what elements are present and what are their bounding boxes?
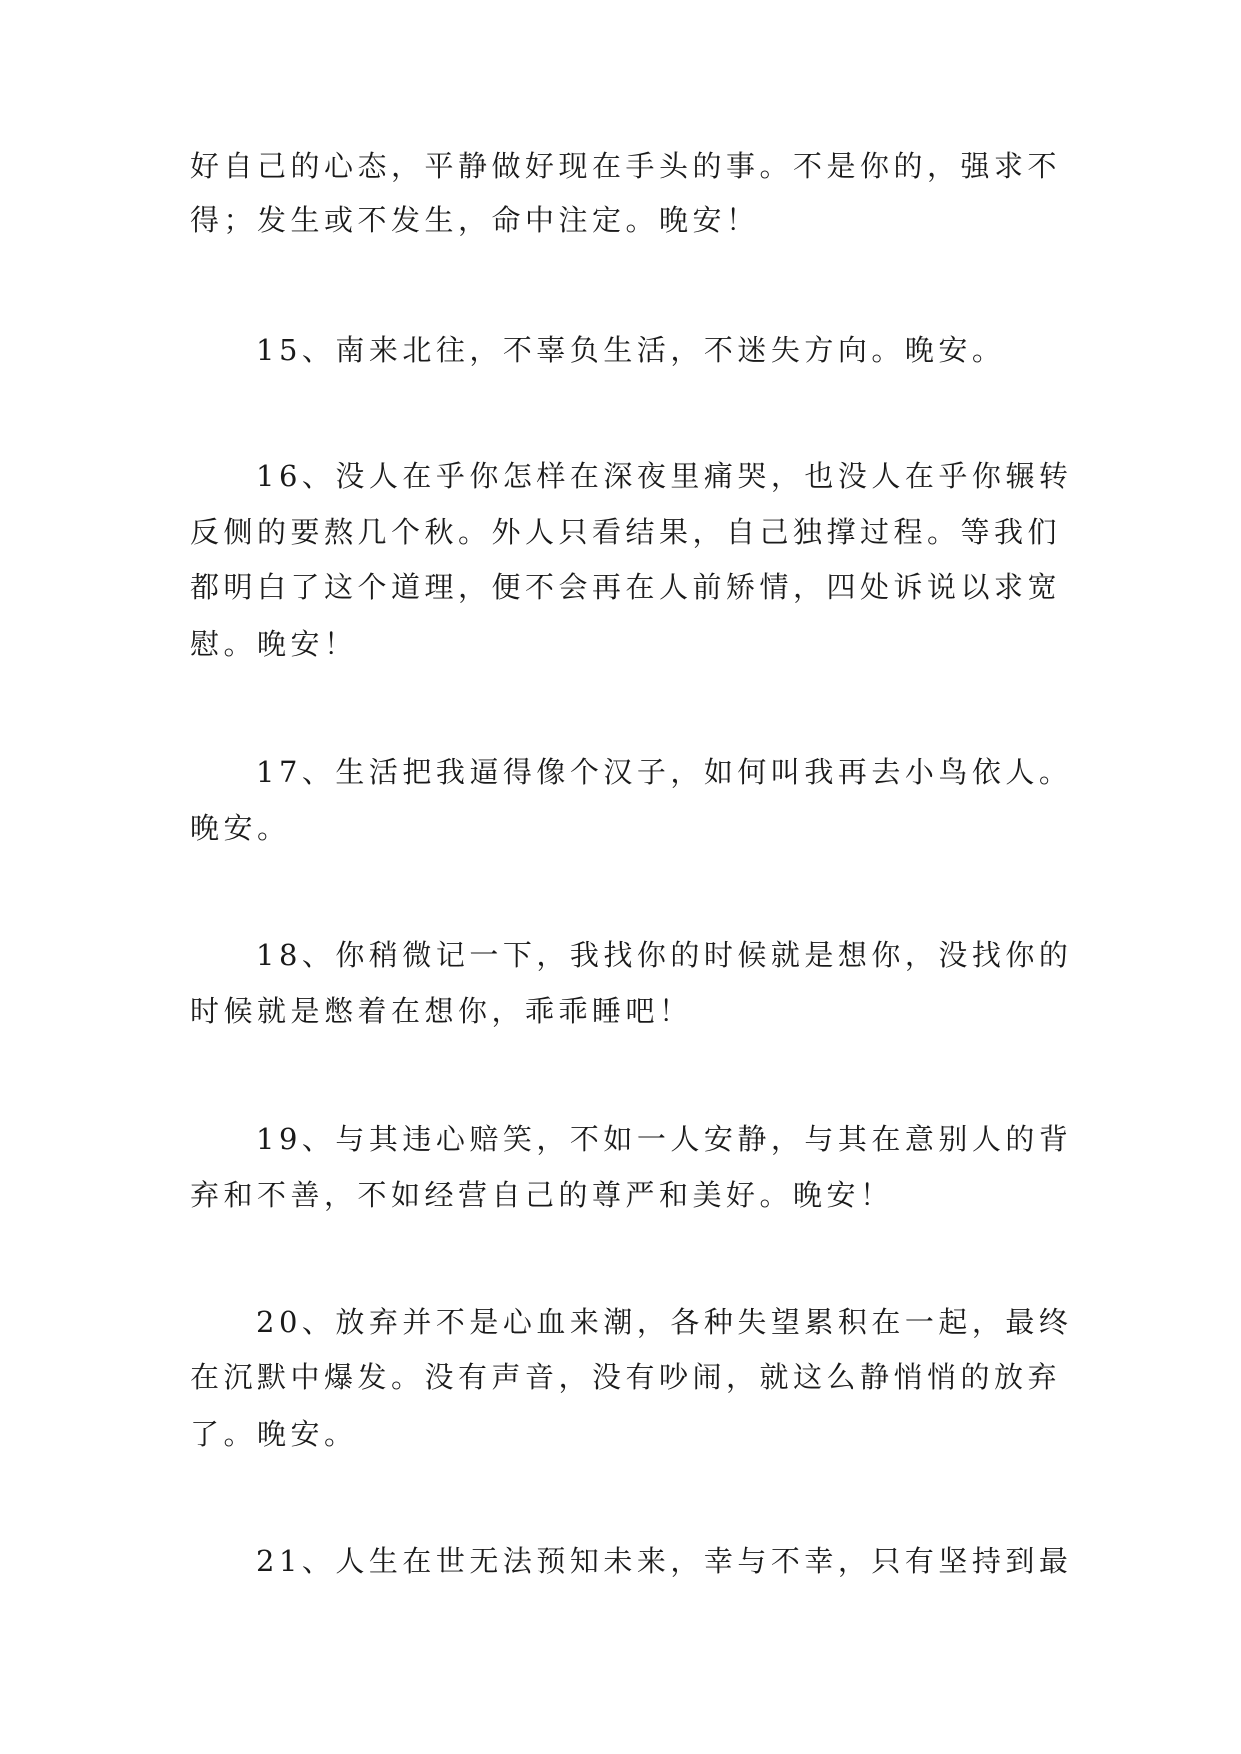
paragraph-20-line-3: 了。晚安。 bbox=[190, 1417, 358, 1451]
paragraph-19-line-1: 19、与其违心赔笑，不如一人安静，与其在意别人的背 bbox=[256, 1122, 1073, 1156]
paragraph-16-line-1: 16、没人在乎你怎样在深夜里痛哭，也没人在乎你辗转 bbox=[256, 459, 1073, 493]
paragraph-16-line-2: 反侧的要熬几个秋。外人只看结果，自己独撑过程。等我们 bbox=[190, 515, 1062, 549]
paragraph-20-line-2: 在沉默中爆发。没有声音，没有吵闹，就这么静悄悄的放弃 bbox=[190, 1360, 1062, 1394]
paragraph-18-line-1: 18、你稍微记一下，我找你的时候就是想你，没找你的 bbox=[256, 938, 1073, 972]
paragraph-19-line-2: 弃和不善，不如经营自己的尊严和美好。晚安！ bbox=[190, 1178, 894, 1212]
paragraph-18-line-2: 时候就是憋着在想你，乖乖睡吧！ bbox=[190, 994, 693, 1028]
paragraph-16-line-3: 都明白了这个道理，便不会再在人前矫情，四处诉说以求宽 bbox=[190, 570, 1062, 604]
paragraph-15-line-1: 15、南来北往，不辜负生活，不迷失方向。晚安。 bbox=[256, 333, 1006, 367]
paragraph-14-line-2: 得；发生或不发生，命中注定。晚安！ bbox=[190, 203, 760, 237]
paragraph-21-line-1: 21、人生在世无法预知未来，幸与不幸，只有坚持到最 bbox=[256, 1544, 1073, 1578]
paragraph-20-line-1: 20、放弃并不是心血来潮，各种失望累积在一起，最终 bbox=[256, 1305, 1073, 1339]
paragraph-16-line-4: 慰。晚安！ bbox=[190, 627, 358, 661]
paragraph-17-line-1: 17、生活把我逼得像个汉子，如何叫我再去小鸟依人。 bbox=[256, 755, 1073, 789]
paragraph-17-line-2: 晚安。 bbox=[190, 811, 291, 845]
paragraph-14-line-1: 好自己的心态，平静做好现在手头的事。不是你的，强求不 bbox=[190, 149, 1062, 183]
